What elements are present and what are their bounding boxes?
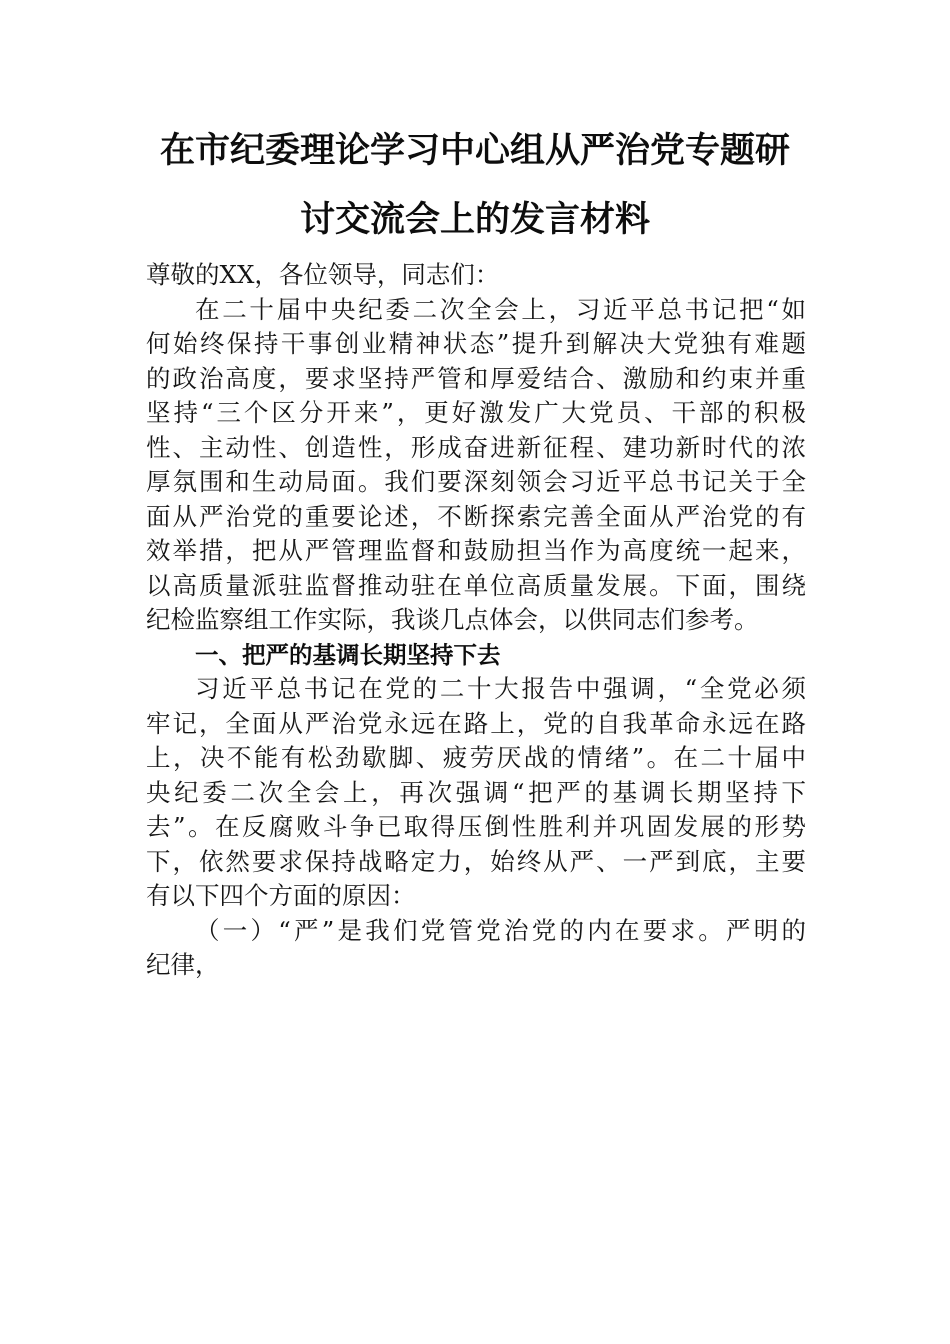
- paragraph-line: 纪律，: [146, 950, 220, 979]
- paragraph-line: 何始终保持干事创业精神状态”提升到解决大党独有难题: [146, 329, 806, 358]
- paragraph-line: 性、主动性、创造性，形成奋进新征程、建功新时代的浓: [146, 433, 806, 462]
- paragraph-line: 牢记，全面从严治党永远在路上，党的自我革命永远在路: [146, 709, 806, 738]
- paragraph-line: 面从严治党的重要论述，不断探索完善全面从严治党的有: [146, 502, 806, 531]
- paragraph-line: 有以下四个方面的原因：: [146, 881, 416, 910]
- paragraph-line: 以高质量派驻监督推动驻在单位高质量发展。下面，围绕: [146, 571, 806, 600]
- paragraph-line: 去”。在反腐败斗争已取得压倒性胜利并巩固发展的形势: [146, 812, 806, 841]
- paragraph-line: （一）“严”是我们党管党治党的内在要求。严明的: [195, 916, 806, 945]
- paragraph-line: 坚持“三个区分开来”，更好激发广大党员、干部的积极: [146, 398, 806, 427]
- paragraph-line: 在二十届中央纪委二次全会上，习近平总书记把“如: [195, 295, 806, 324]
- document-title-line-1: 在市纪委理论学习中心组从严治党专题研: [159, 131, 790, 171]
- section-heading: 一、把严的基调长期坚持下去: [195, 641, 501, 669]
- document-title-line-2: 讨交流会上的发言材料: [299, 200, 650, 240]
- paragraph-line: 纪检监察组工作实际，我谈几点体会，以供同志们参考。: [146, 605, 759, 634]
- salutation: 尊敬的XX，各位领导，同志们：: [146, 260, 500, 289]
- paragraph-line: 习近平总书记在党的二十大报告中强调，“全党必须: [195, 674, 806, 703]
- paragraph-line: 上，决不能有松劲歇脚、疲劳厌战的情绪”。在二十届中: [146, 743, 806, 772]
- paragraph-line: 的政治高度，要求坚持严管和厚爱结合、激励和约束并重: [146, 364, 806, 393]
- paragraph-line: 央纪委二次全会上，再次强调“把严的基调长期坚持下: [146, 778, 806, 807]
- paragraph-line: 下，依然要求保持战略定力，始终从严、一严到底，主要: [146, 847, 806, 876]
- paragraph-line: 效举措，把从严管理监督和鼓励担当作为高度统一起来，: [146, 536, 806, 565]
- paragraph-line: 厚氛围和生动局面。我们要深刻领会习近平总书记关于全: [146, 467, 806, 496]
